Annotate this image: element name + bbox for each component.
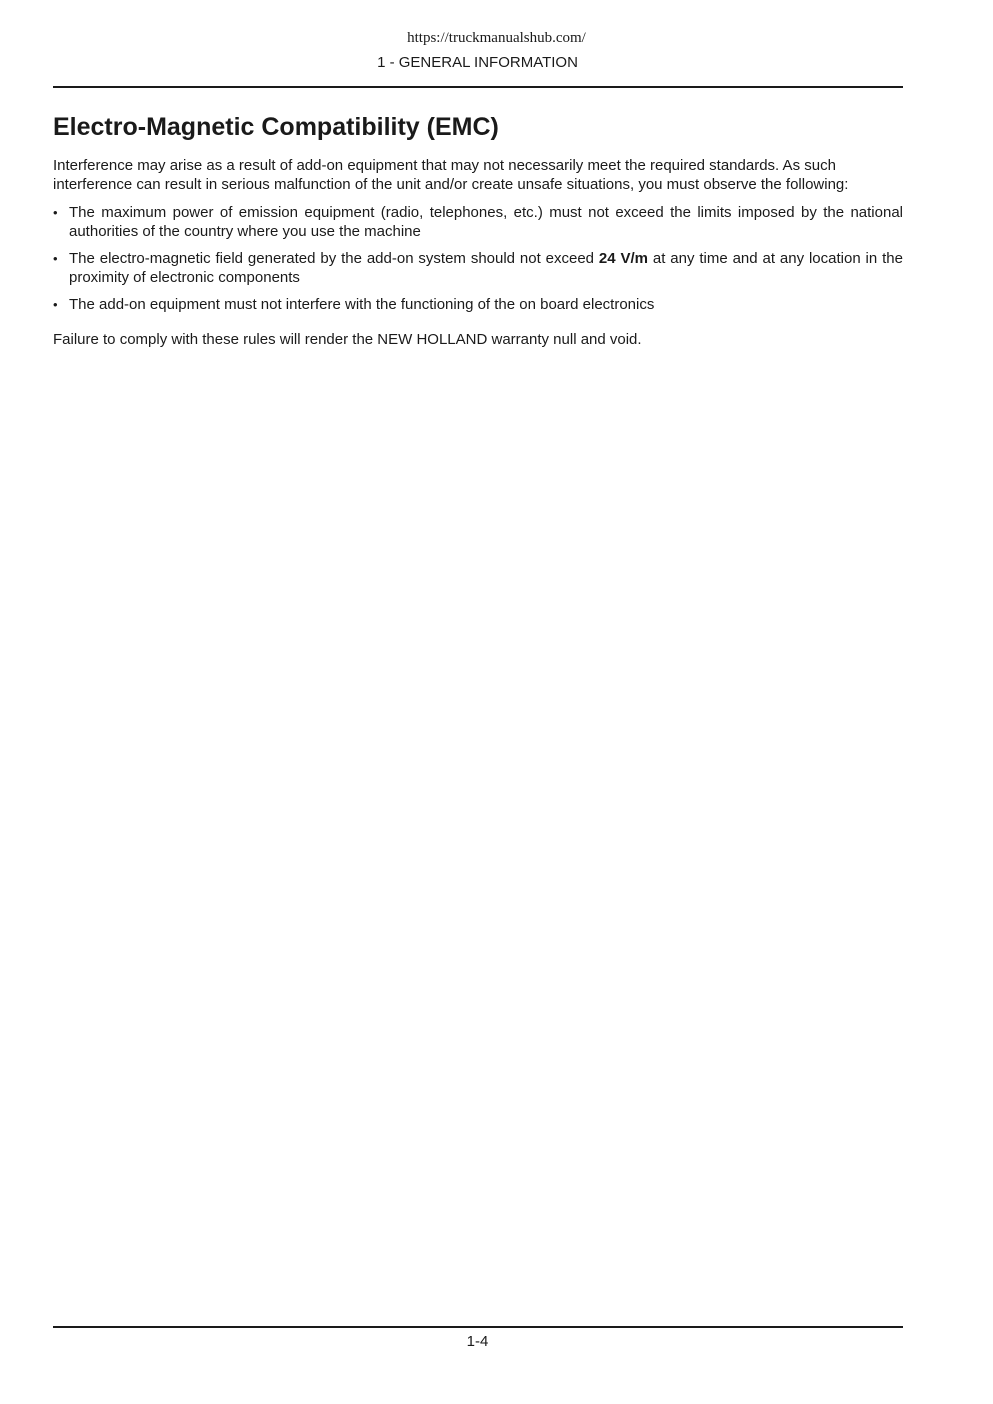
list-item-text: The add-on equipment must not interfere with the functioning of the on board electronics <box>69 296 655 313</box>
footer-rule <box>53 1326 903 1328</box>
warranty-note: Failure to comply with these rules will render the NEW HOLLAND warranty null and void. <box>53 331 642 348</box>
list-item-text: at any time and at any location in the proximity of electronic components <box>69 250 903 286</box>
page-title: Electro-Magnetic Compatibility (EMC) <box>53 113 499 141</box>
section-header: 1 - GENERAL INFORMATION <box>377 54 578 71</box>
requirements-list <box>53 203 903 314</box>
bullet-icon: • <box>53 205 58 220</box>
list-item-text: The maximum power of emission equipment (radio, telephones, etc.) must not exceed the limits imposed by the national authorities of the country where you use the machine <box>69 204 903 240</box>
header-rule <box>53 86 903 88</box>
bullet-icon: • <box>53 297 58 312</box>
list-item-text: The electro-magnetic field generated by the add-on system should not exceed <box>69 250 599 267</box>
field-limit-value: 24 V/m <box>598 250 648 267</box>
list-item <box>53 203 903 241</box>
page-number: 1-4 <box>466 1333 489 1350</box>
document-body <box>53 110 903 349</box>
intro-paragraph: Interference may arise as a result of add-on equipment that may not necessarily meet the required standards. As such interference can result in serious malfunction of the unit and/or create unsafe situations, you must observe the following: <box>53 157 849 193</box>
list-item <box>53 295 903 314</box>
bullet-icon: • <box>53 251 58 266</box>
source-url: https://truckmanualshub.com/ <box>407 30 586 46</box>
list-item <box>53 249 903 287</box>
